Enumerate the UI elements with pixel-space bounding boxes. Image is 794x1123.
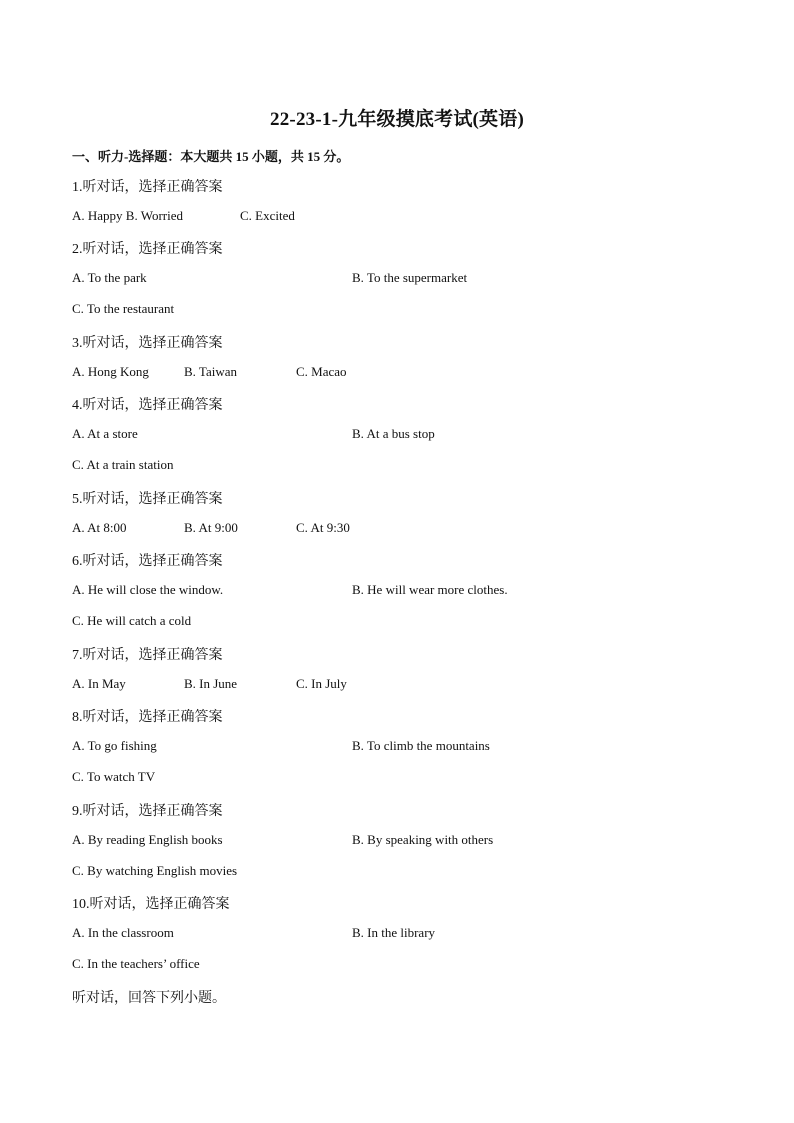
question-7-stem: 7.听对话，选择正确答案 [72,648,223,663]
question-8-stem: 8.听对话，选择正确答案 [72,710,223,725]
question-9-option-a: A. By reading English books [72,832,223,847]
question-5-stem: 5.听对话，选择正确答案 [72,492,223,507]
question-4-option-b: B. At a bus stop [352,426,435,441]
question-9-stem: 9.听对话，选择正确答案 [72,804,223,819]
question-10-option-b: B. In the library [352,925,436,940]
question-4-stem: 4.听对话，选择正确答案 [72,398,223,413]
question-5-option-c: C. At 9:30 [296,520,350,535]
question-2-stem: 2.听对话，选择正确答案 [72,242,223,257]
question-3-stem: 3.听对话，选择正确答案 [72,336,223,351]
question-8-option-a: A. To go fishing [72,738,157,753]
question-5-option-a: A. At 8:00 [72,520,127,535]
question-10-option-c: C. In the teachers’ office [72,956,200,971]
question-7-option-a: A. In May [72,676,126,691]
question-6-option-b: B. He will wear more clothes. [352,582,508,597]
question-9-option-c: C. By watching English movies [72,863,238,878]
question-9-option-b: B. By speaking with others [352,832,494,847]
question-3-option-c: C. Macao [296,364,347,379]
question-6-option-a: A. He will close the window. [72,582,224,597]
question-1-stem: 1.听对话，选择正确答案 [72,180,223,195]
question-8-option-c: C. To watch TV [72,769,156,784]
question-6-stem: 6.听对话，选择正确答案 [72,554,223,569]
question-10-stem: 10.听对话，选择正确答案 [72,897,230,912]
question-2-option-b: B. To the supermarket [352,270,468,285]
question-3-option-b: B. Taiwan [184,364,238,379]
question-7-option-b: B. In June [184,676,238,691]
question-3-option-a: A. Hong Kong [72,364,149,379]
section-header: 一、听力-选择题：本大题共 15 小题，共 15 分。 [72,149,350,164]
question-2-option-c: C. To the restaurant [72,301,175,316]
question-5-option-b: B. At 9:00 [184,520,238,535]
question-4-option-a: A. At a store [72,426,138,441]
question-10-option-a: A. In the classroom [72,925,174,940]
exam-title: 22-23-1-九年级摸底考试(英语) [270,109,524,130]
question-6-option-c: C. He will catch a cold [72,613,192,628]
question-2-option-a: A. To the park [72,270,147,285]
question-7-option-c: C. In July [296,676,347,691]
question-8-option-b: B. To climb the mountains [352,738,490,753]
question-1-option-c: C. Excited [240,208,295,223]
listening-instruction: 听对话，回答下列小题。 [72,991,226,1006]
question-1-option-ab: A. Happy B. Worried [72,208,184,223]
question-4-option-c: C. At a train station [72,457,174,472]
